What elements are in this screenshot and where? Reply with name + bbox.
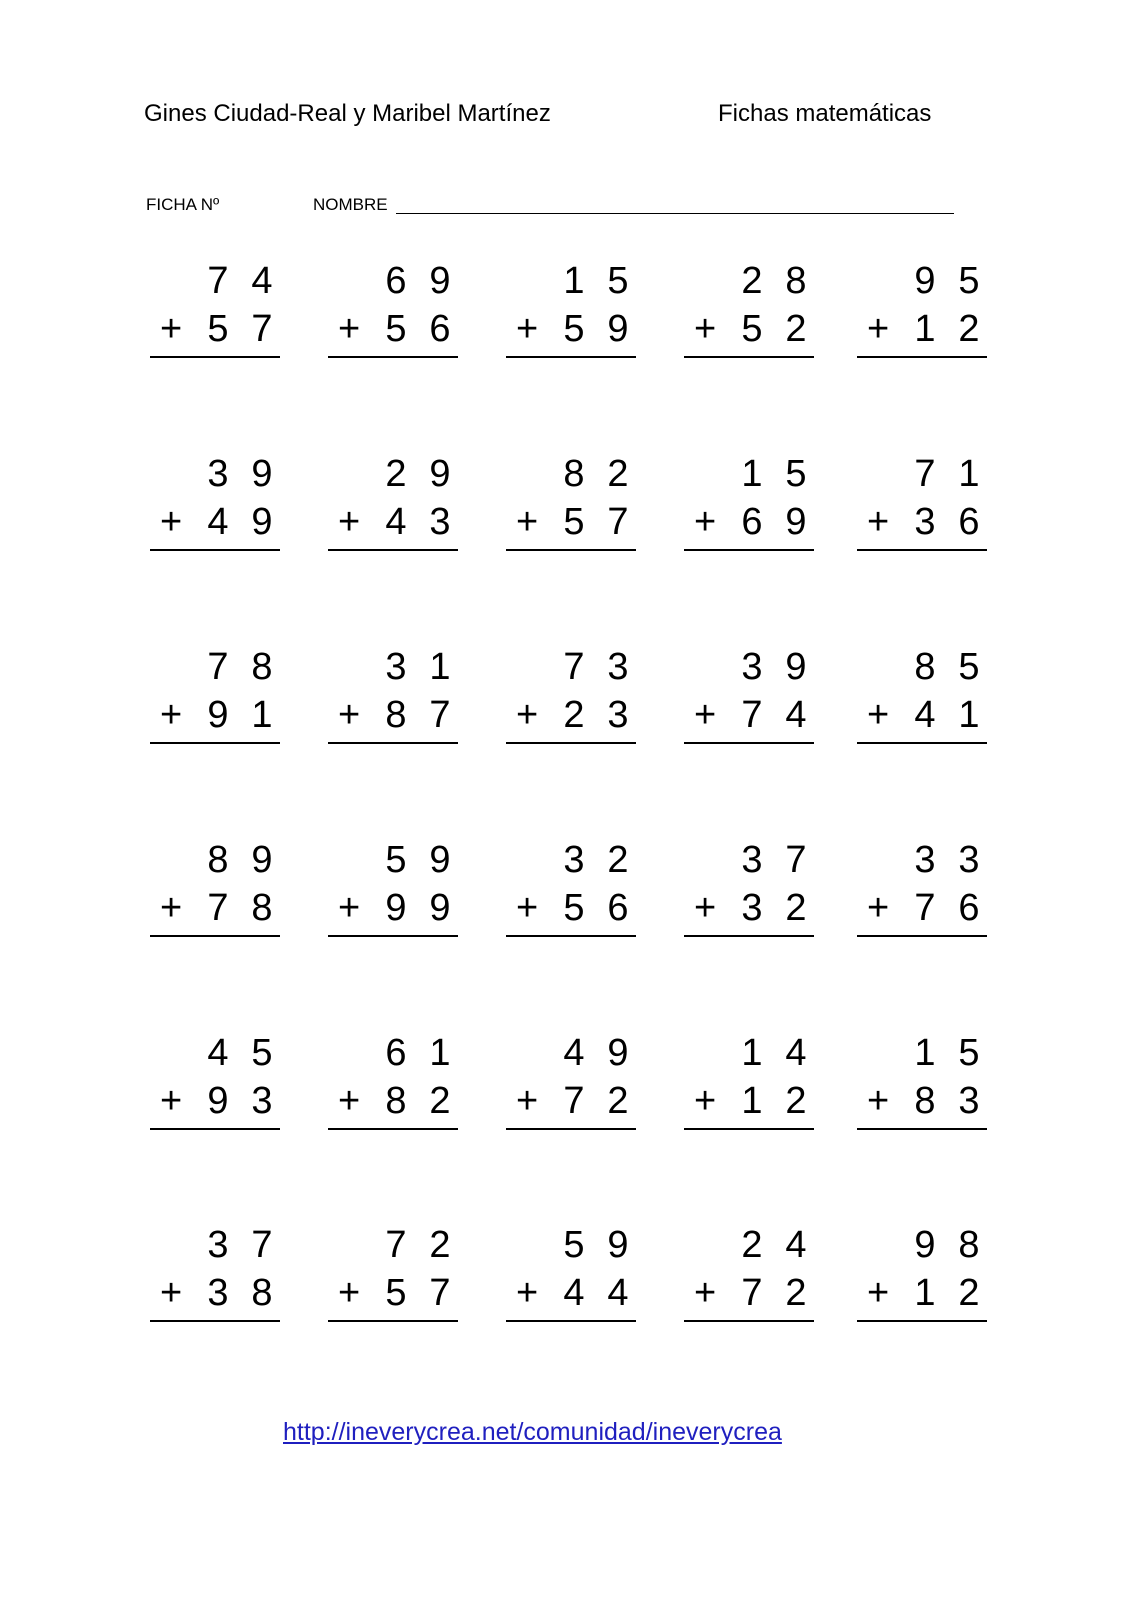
addition-problem bbox=[506, 262, 636, 362]
plus-sign: + bbox=[160, 501, 183, 543]
plus-sign: + bbox=[338, 501, 361, 543]
addition-problem bbox=[328, 841, 458, 941]
top-digit: 1 bbox=[914, 1032, 936, 1074]
plus-sign: + bbox=[160, 694, 183, 736]
bottom-digit: 6 bbox=[741, 501, 763, 543]
top-digit: 1 bbox=[563, 260, 585, 302]
answer-line[interactable] bbox=[506, 1320, 636, 1322]
plus-sign: + bbox=[694, 1272, 717, 1314]
addition-problem bbox=[857, 455, 987, 555]
bottom-digit: 5 bbox=[207, 308, 229, 350]
bottom-digit: 8 bbox=[251, 1272, 273, 1314]
answer-line[interactable] bbox=[684, 742, 814, 744]
addition-problem bbox=[328, 1034, 458, 1134]
top-digit: 9 bbox=[607, 1032, 629, 1074]
addition-problem bbox=[857, 1034, 987, 1134]
top-digit: 3 bbox=[563, 839, 585, 881]
bottom-digit: 8 bbox=[385, 1080, 407, 1122]
answer-line[interactable] bbox=[684, 1128, 814, 1130]
addition-problem bbox=[684, 455, 814, 555]
bottom-digit: 4 bbox=[563, 1272, 585, 1314]
addition-problem bbox=[150, 1034, 280, 1134]
bottom-digit: 5 bbox=[385, 1272, 407, 1314]
answer-line[interactable] bbox=[684, 549, 814, 551]
answer-line[interactable] bbox=[328, 935, 458, 937]
bottom-digit: 9 bbox=[429, 887, 451, 929]
bottom-digit: 2 bbox=[429, 1080, 451, 1122]
addition-problem bbox=[150, 648, 280, 748]
plus-sign: + bbox=[516, 694, 539, 736]
bottom-digit: 3 bbox=[914, 501, 936, 543]
bottom-digit: 9 bbox=[207, 1080, 229, 1122]
answer-line[interactable] bbox=[506, 742, 636, 744]
addition-problem bbox=[506, 841, 636, 941]
bottom-digit: 8 bbox=[385, 694, 407, 736]
bottom-digit: 3 bbox=[958, 1080, 980, 1122]
top-digit: 7 bbox=[251, 1224, 273, 1266]
bottom-digit: 3 bbox=[251, 1080, 273, 1122]
plus-sign: + bbox=[516, 501, 539, 543]
addition-problem bbox=[684, 262, 814, 362]
bottom-digit: 2 bbox=[785, 1272, 807, 1314]
addition-problem bbox=[857, 648, 987, 748]
top-digit: 5 bbox=[607, 260, 629, 302]
footer-link[interactable]: http://ineverycrea.net/comunidad/ineverycrea bbox=[283, 1418, 782, 1446]
top-digit: 5 bbox=[385, 839, 407, 881]
top-digit: 6 bbox=[385, 260, 407, 302]
answer-line[interactable] bbox=[506, 935, 636, 937]
bottom-digit: 7 bbox=[741, 694, 763, 736]
bottom-digit: 2 bbox=[785, 1080, 807, 1122]
top-digit: 4 bbox=[251, 260, 273, 302]
bottom-digit: 7 bbox=[429, 1272, 451, 1314]
top-digit: 2 bbox=[429, 1224, 451, 1266]
top-digit: 8 bbox=[785, 260, 807, 302]
top-digit: 7 bbox=[563, 646, 585, 688]
top-digit: 5 bbox=[251, 1032, 273, 1074]
answer-line[interactable] bbox=[150, 356, 280, 358]
bottom-digit: 2 bbox=[785, 308, 807, 350]
top-digit: 1 bbox=[429, 646, 451, 688]
bottom-digit: 5 bbox=[385, 308, 407, 350]
addition-problem bbox=[857, 841, 987, 941]
top-digit: 7 bbox=[207, 260, 229, 302]
bottom-digit: 7 bbox=[914, 887, 936, 929]
bottom-digit: 7 bbox=[207, 887, 229, 929]
plus-sign: + bbox=[867, 1272, 890, 1314]
top-digit: 9 bbox=[785, 646, 807, 688]
bottom-digit: 1 bbox=[251, 694, 273, 736]
top-digit: 5 bbox=[958, 1032, 980, 1074]
plus-sign: + bbox=[694, 1080, 717, 1122]
bottom-digit: 4 bbox=[785, 694, 807, 736]
addition-problem bbox=[150, 841, 280, 941]
bottom-digit: 2 bbox=[563, 694, 585, 736]
answer-line[interactable] bbox=[506, 356, 636, 358]
addition-problem bbox=[150, 455, 280, 555]
answer-line[interactable] bbox=[328, 1320, 458, 1322]
top-digit: 4 bbox=[207, 1032, 229, 1074]
bottom-digit: 1 bbox=[914, 1272, 936, 1314]
top-digit: 5 bbox=[563, 1224, 585, 1266]
top-digit: 3 bbox=[607, 646, 629, 688]
bottom-digit: 2 bbox=[958, 308, 980, 350]
bottom-digit: 5 bbox=[563, 308, 585, 350]
plus-sign: + bbox=[338, 308, 361, 350]
bottom-digit: 8 bbox=[251, 887, 273, 929]
top-digit: 3 bbox=[207, 453, 229, 495]
bottom-digit: 2 bbox=[958, 1272, 980, 1314]
answer-line[interactable] bbox=[857, 1320, 987, 1322]
answer-line[interactable] bbox=[150, 1320, 280, 1322]
plus-sign: + bbox=[694, 501, 717, 543]
bottom-digit: 9 bbox=[207, 694, 229, 736]
top-digit: 1 bbox=[958, 453, 980, 495]
bottom-digit: 7 bbox=[429, 694, 451, 736]
addition-problem bbox=[684, 841, 814, 941]
answer-line[interactable] bbox=[506, 549, 636, 551]
top-digit: 8 bbox=[958, 1224, 980, 1266]
answer-line[interactable] bbox=[328, 742, 458, 744]
addition-problem bbox=[684, 1226, 814, 1326]
plus-sign: + bbox=[867, 694, 890, 736]
worksheet-title: Fichas matemáticas bbox=[718, 100, 932, 127]
top-digit: 3 bbox=[385, 646, 407, 688]
answer-line[interactable] bbox=[506, 1128, 636, 1130]
answer-line[interactable] bbox=[328, 549, 458, 551]
plus-sign: + bbox=[160, 887, 183, 929]
plus-sign: + bbox=[160, 1272, 183, 1314]
plus-sign: + bbox=[160, 1080, 183, 1122]
plus-sign: + bbox=[867, 501, 890, 543]
bottom-digit: 3 bbox=[741, 887, 763, 929]
top-digit: 9 bbox=[914, 260, 936, 302]
plus-sign: + bbox=[867, 308, 890, 350]
top-digit: 3 bbox=[741, 839, 763, 881]
top-digit: 4 bbox=[785, 1032, 807, 1074]
bottom-digit: 6 bbox=[958, 501, 980, 543]
answer-line[interactable] bbox=[857, 935, 987, 937]
bottom-digit: 9 bbox=[607, 308, 629, 350]
plus-sign: + bbox=[516, 308, 539, 350]
bottom-digit: 5 bbox=[563, 501, 585, 543]
bottom-digit: 3 bbox=[207, 1272, 229, 1314]
top-digit: 8 bbox=[914, 646, 936, 688]
answer-line[interactable] bbox=[857, 549, 987, 551]
bottom-digit: 2 bbox=[607, 1080, 629, 1122]
top-digit: 7 bbox=[914, 453, 936, 495]
addition-problem bbox=[857, 1226, 987, 1326]
top-digit: 4 bbox=[785, 1224, 807, 1266]
top-digit: 3 bbox=[958, 839, 980, 881]
bottom-digit: 7 bbox=[251, 308, 273, 350]
answer-line[interactable] bbox=[684, 1320, 814, 1322]
addition-problem bbox=[150, 1226, 280, 1326]
answer-line[interactable] bbox=[150, 742, 280, 744]
top-digit: 7 bbox=[385, 1224, 407, 1266]
top-digit: 3 bbox=[207, 1224, 229, 1266]
bottom-digit: 9 bbox=[785, 501, 807, 543]
top-digit: 9 bbox=[251, 453, 273, 495]
bottom-digit: 1 bbox=[958, 694, 980, 736]
top-digit: 7 bbox=[207, 646, 229, 688]
top-digit: 3 bbox=[914, 839, 936, 881]
plus-sign: + bbox=[338, 1080, 361, 1122]
top-digit: 8 bbox=[207, 839, 229, 881]
bottom-digit: 1 bbox=[914, 308, 936, 350]
answer-line[interactable] bbox=[328, 356, 458, 358]
plus-sign: + bbox=[867, 887, 890, 929]
top-digit: 9 bbox=[914, 1224, 936, 1266]
bottom-digit: 7 bbox=[563, 1080, 585, 1122]
addition-problem bbox=[857, 262, 987, 362]
bottom-digit: 7 bbox=[607, 501, 629, 543]
bottom-digit: 6 bbox=[958, 887, 980, 929]
plus-sign: + bbox=[516, 1272, 539, 1314]
addition-problem bbox=[506, 455, 636, 555]
answer-line[interactable] bbox=[684, 356, 814, 358]
top-digit: 8 bbox=[251, 646, 273, 688]
addition-problem bbox=[506, 648, 636, 748]
authors-heading: Gines Ciudad-Real y Maribel Martínez bbox=[144, 100, 551, 127]
top-digit: 3 bbox=[741, 646, 763, 688]
plus-sign: + bbox=[338, 887, 361, 929]
plus-sign: + bbox=[694, 308, 717, 350]
bottom-digit: 9 bbox=[251, 501, 273, 543]
top-digit: 1 bbox=[429, 1032, 451, 1074]
answer-line[interactable] bbox=[150, 1128, 280, 1130]
addition-problem bbox=[328, 1226, 458, 1326]
answer-line[interactable] bbox=[684, 935, 814, 937]
answer-line[interactable] bbox=[857, 1128, 987, 1130]
plus-sign: + bbox=[338, 694, 361, 736]
addition-problem bbox=[328, 455, 458, 555]
ficha-number-label: FICHA Nº bbox=[146, 195, 220, 214]
bottom-digit: 5 bbox=[563, 887, 585, 929]
addition-problem bbox=[150, 262, 280, 362]
top-digit: 9 bbox=[251, 839, 273, 881]
addition-problem bbox=[328, 262, 458, 362]
bottom-digit: 6 bbox=[429, 308, 451, 350]
bottom-digit: 1 bbox=[741, 1080, 763, 1122]
addition-problem bbox=[684, 648, 814, 748]
top-digit: 9 bbox=[607, 1224, 629, 1266]
top-digit: 2 bbox=[385, 453, 407, 495]
bottom-digit: 2 bbox=[785, 887, 807, 929]
answer-line[interactable] bbox=[857, 742, 987, 744]
bottom-digit: 3 bbox=[429, 501, 451, 543]
top-digit: 4 bbox=[563, 1032, 585, 1074]
plus-sign: + bbox=[338, 1272, 361, 1314]
bottom-digit: 6 bbox=[607, 887, 629, 929]
bottom-digit: 9 bbox=[385, 887, 407, 929]
top-digit: 9 bbox=[429, 839, 451, 881]
top-digit: 9 bbox=[429, 453, 451, 495]
top-digit: 2 bbox=[607, 453, 629, 495]
bottom-digit: 8 bbox=[914, 1080, 936, 1122]
top-digit: 2 bbox=[741, 260, 763, 302]
top-digit: 1 bbox=[741, 1032, 763, 1074]
bottom-digit: 3 bbox=[607, 694, 629, 736]
bottom-digit: 4 bbox=[207, 501, 229, 543]
answer-line[interactable] bbox=[150, 549, 280, 551]
plus-sign: + bbox=[160, 308, 183, 350]
top-digit: 8 bbox=[563, 453, 585, 495]
top-digit: 9 bbox=[429, 260, 451, 302]
addition-problem bbox=[506, 1226, 636, 1326]
top-digit: 7 bbox=[785, 839, 807, 881]
top-digit: 1 bbox=[741, 453, 763, 495]
top-digit: 2 bbox=[607, 839, 629, 881]
plus-sign: + bbox=[694, 887, 717, 929]
bottom-digit: 4 bbox=[385, 501, 407, 543]
bottom-digit: 4 bbox=[607, 1272, 629, 1314]
addition-problem bbox=[328, 648, 458, 748]
answer-line[interactable] bbox=[857, 356, 987, 358]
top-digit: 6 bbox=[385, 1032, 407, 1074]
answer-line[interactable] bbox=[150, 935, 280, 937]
plus-sign: + bbox=[867, 1080, 890, 1122]
top-digit: 5 bbox=[958, 646, 980, 688]
top-digit: 2 bbox=[741, 1224, 763, 1266]
plus-sign: + bbox=[516, 887, 539, 929]
bottom-digit: 4 bbox=[914, 694, 936, 736]
name-label: NOMBRE bbox=[313, 195, 388, 214]
bottom-digit: 5 bbox=[741, 308, 763, 350]
answer-line[interactable] bbox=[328, 1128, 458, 1130]
addition-problem bbox=[684, 1034, 814, 1134]
bottom-digit: 7 bbox=[741, 1272, 763, 1314]
plus-sign: + bbox=[694, 694, 717, 736]
addition-problem bbox=[506, 1034, 636, 1134]
top-digit: 5 bbox=[785, 453, 807, 495]
plus-sign: + bbox=[516, 1080, 539, 1122]
top-digit: 5 bbox=[958, 260, 980, 302]
